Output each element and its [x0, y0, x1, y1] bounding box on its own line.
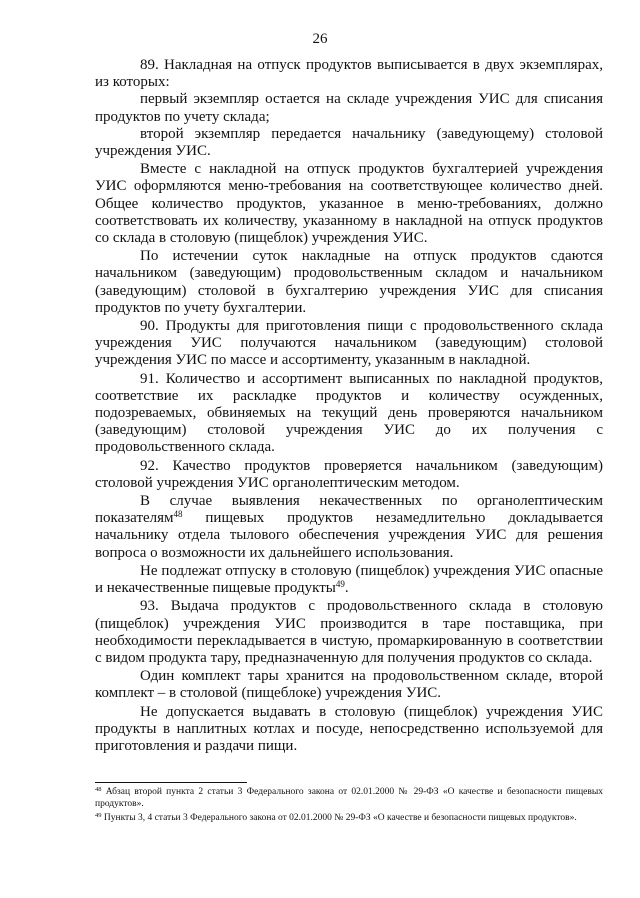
paragraph-defective-products — [95, 493, 603, 562]
footnote-number: 49 — [95, 812, 102, 819]
paragraph-text-after: пищевых продуктов незамедлительно докладывается начальнику отдела тылового обеспечения учреждения УИС для решения вопроса о возможности их дальнейшего использования. — [95, 510, 603, 561]
body-text — [95, 57, 603, 755]
footnote-ref-49[interactable]: 49 — [335, 579, 345, 590]
paragraph-text-before: В случае выявления некачественных по органолептическим показателям — [95, 493, 603, 527]
paragraph-text-before: Не подлежат отпуску в столовую (пищеблок) учреждения УИС опасные и некачественные пищевые продукты — [95, 562, 603, 597]
paragraph-89-intro: 89. Накладная на отпуск продуктов выписывается в двух экземплярах, из которых: — [95, 57, 603, 91]
paragraph-91: 91. Количество и ассортимент выписанных по накладной продуктов, соответствие их раскладке продуктов и количеству осужденных, подозреваемых, обвиняемых на текущий день проверяются начальником (заведующим) столовой учреждения УИС до их получения с продовольственного склада. — [95, 370, 603, 456]
footnote-ref-48[interactable]: 48 — [173, 509, 183, 520]
paragraph-92: 92. Качество продуктов проверяется начальником (заведующим) столовой учреждения УИС органолептическим методом. — [95, 457, 603, 491]
paragraph-93: 93. Выдача продуктов с продовольственного склада в столовую (пищеблок) учреждения УИС производится в таре поставщика, при необходимости перекладывается в чистую, промаркированную в соответствии с видом продукта тару, предназначенную для получения продуктов со склада. — [95, 598, 603, 666]
footnote-text: Абзац второй пункта 2 статьи 3 Федерального закона от 02.01.2000 № 29-ФЗ «О качестве и безопасности пищевых продуктов». — [95, 787, 603, 809]
footnote-separator — [95, 782, 247, 783]
footnotes — [95, 786, 603, 826]
footnote-number: 48 — [95, 786, 102, 793]
footnote-49 — [95, 812, 603, 824]
paragraph-not-allowed: Не допускается выдавать в столовую (пищеблок) учреждения УИС продукты в наплитных котлах и посуде, непосредственно используемой для приготовления и раздачи пищи. — [95, 703, 603, 754]
paragraph-90: 90. Продукты для приготовления пищи с продовольственного склада учреждения УИС получаются начальником (заведующим) столовой учреждения УИС по массе и ассортименту, указанным в накладной. — [95, 318, 603, 369]
paragraph-text-after: . — [344, 580, 349, 597]
footnote-48 — [95, 786, 603, 810]
paragraph-second-copy: второй экземпляр передается начальнику (заведующему) столовой учреждения УИС. — [95, 125, 603, 160]
footnote-text: Пункты 3, 4 статьи 3 Федерального закона от 02.01.2000 № 29-ФЗ «О качестве и безопасности пищевых продуктов». — [101, 813, 577, 823]
paragraph-menu-requirements: Вместе с накладной на отпуск продуктов бухгалтерией учреждения УИС оформляются меню-требования на соответствующее количество дней. Общее количество продуктов, указанное в меню-требованиях, должно соответствовать их количеству, указанному в накладной на отпуск продуктов со склада в столовую (пищеблок) учреждения УИС. — [95, 161, 603, 247]
paragraph-after-day: По истечении суток накладные на отпуск продуктов сдаются начальником (заведующим) продовольственным складом и начальником (заведующим) столовой в бухгалтерию учреждения УИС для списания продуктов по учету бухгалтерии. — [95, 248, 603, 316]
page-number: 26 — [312, 31, 328, 47]
paragraph-first-copy: первый экземпляр остается на складе учреждения УИС для списания продуктов по учету склада; — [95, 91, 603, 125]
paragraph-tare-set: Один комплект тары хранится на продовольственном складе, второй комплект – в столовой (пищеблоке) учреждения УИС. — [95, 668, 603, 702]
paragraph-not-released — [95, 563, 603, 597]
